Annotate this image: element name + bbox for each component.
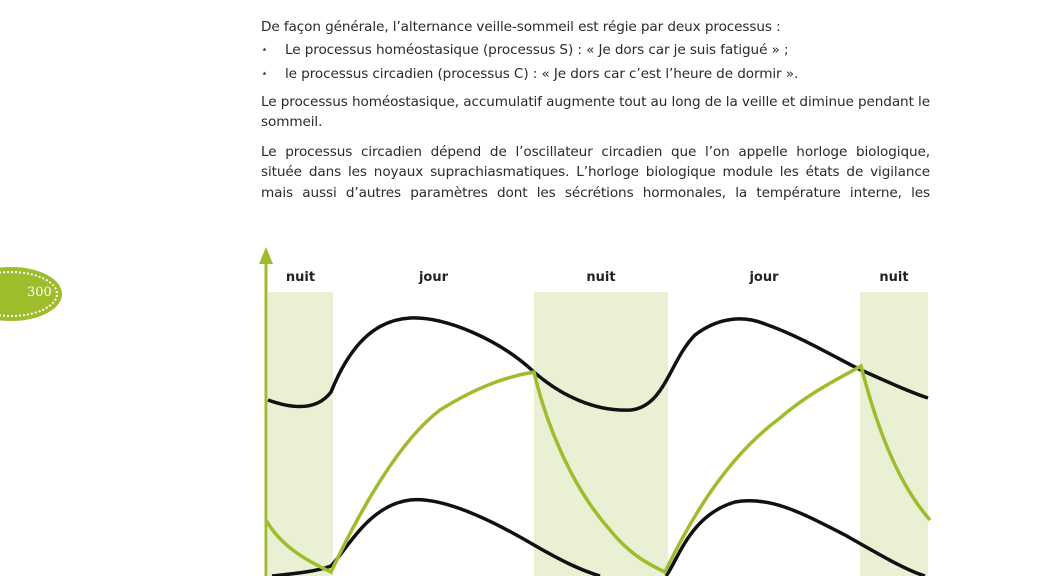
paragraph-line: Le processus circadien dépend de l’oscillateur circadien que l’on appelle horloge biologique, xyxy=(261,143,930,160)
list-item-text: le processus circadien (processus C) : « Je dors car c’est l’heure de dormir ». xyxy=(285,66,799,82)
paragraph-line: située dans les noyaux suprachiasmatiques. L’horloge biologique module les états de vigilance xyxy=(261,164,930,180)
intro-paragraph: De façon générale, l’alternance veille-sommeil est régie par deux processus : xyxy=(261,19,781,35)
star-bullet-icon: ⋆ xyxy=(261,67,268,80)
homeostatic-paragraph: Le processus homéostasique, accumulatif augmente tout au long de la veille et diminue pendant le sommeil. xyxy=(261,93,930,130)
period-label-nuit: nuit xyxy=(285,270,316,285)
night-band xyxy=(268,292,333,576)
night-band xyxy=(860,292,928,576)
list-item-text: Le processus homéostasique (processus S) : « Je dors car je suis fatigué » ; xyxy=(285,41,789,58)
period-label-nuit: nuit xyxy=(879,270,909,285)
arrow-up-icon xyxy=(259,247,273,264)
page-number: 300 xyxy=(27,285,52,300)
period-label-jour: jour xyxy=(418,270,449,285)
star-bullet-icon: ⋆ xyxy=(261,42,268,56)
period-label-nuit: nuit xyxy=(586,270,616,285)
paragraph-line: mais aussi d’autres paramètres dont les sécrétions hormonales, la température interne, les xyxy=(261,184,930,201)
period-label-jour: jour xyxy=(749,270,779,285)
